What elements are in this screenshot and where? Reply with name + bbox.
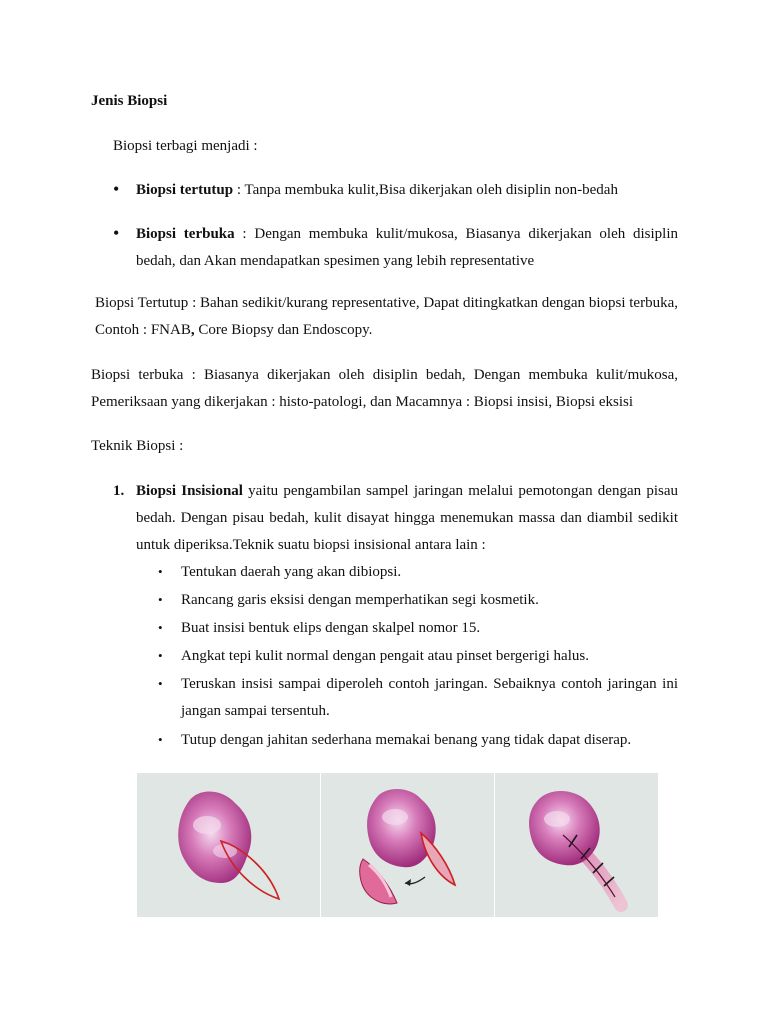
item-desc: yaitu pengambilan sampel jaringan melalui pemotongan dengan pisau bedah. Dengan pisau bedah, kulit disayat hingga menemukan massa dan diambil sedikit untuk diperiksa.Teknik suatu biopsi insisional antara lain :: [136, 483, 679, 553]
type-desc: : Tanpa membuka kulit,Bisa dikerjakan oleh disiplin non-bedah: [233, 182, 618, 198]
bullet-icon: •: [158, 592, 163, 607]
type-term: Biopsi tertutup: [136, 182, 234, 198]
bullet-icon: •: [158, 620, 163, 635]
bullet-icon: •: [158, 648, 163, 663]
figure-panel-ellipse-design: [137, 773, 320, 917]
para-comma: ,: [190, 322, 195, 338]
bullet-icon: •: [113, 179, 120, 199]
lesion-shape: [178, 791, 251, 883]
para-tail: Core Biopsy dan Endoscopy.: [194, 322, 373, 338]
bullet-icon: •: [158, 676, 163, 691]
para-text: Biopsi Tertutup : Bahan sedikit/kurang representative, Dapat ditingkatkan dengan biopsi terbuka, Contoh : FNAB: [95, 295, 678, 338]
bullet-icon: •: [113, 223, 120, 243]
figure-panel-suture: [495, 773, 658, 917]
section-title-teknik: Teknik Biopsi :: [91, 438, 184, 454]
type-term: Biopsi terbuka: [136, 226, 235, 242]
step-item: Teruskan insisi sampai diperoleh contoh jaringan. Sebaiknya contoh jaringan ini jangan sampai tersentuh.: [181, 676, 678, 719]
incision-wound: [421, 833, 455, 885]
lesion-shape: [367, 789, 436, 867]
list-number: 1.: [113, 483, 125, 499]
bullet-icon: •: [158, 732, 163, 747]
para-biopsi-terbuka: Biopsi terbuka : Biasanya dikerjakan oleh disiplin bedah, Dengan membuka kulit/mukosa, Pemeriksaan yang dikerjakan : histo-patologi, dan Macamnya : Biopsi insisi, Biopsi eksisi: [91, 367, 678, 410]
step-item: Angkat tepi kulit normal dengan pengait atau pinset bergerigi halus.: [181, 648, 589, 664]
tissue-specimen: [360, 859, 397, 904]
figure-panel-specimen-removal: [321, 773, 494, 917]
para-biopsi-tertutup: [95, 290, 678, 344]
page-heading: Jenis Biopsi: [91, 93, 168, 109]
bullet-icon: •: [158, 564, 163, 579]
step-item: Tutup dengan jahitan sederhana memakai benang yang tidak dapat diserap.: [181, 732, 632, 748]
item-term: Biopsi Insisional: [136, 483, 243, 499]
step-item: Buat insisi bentuk elips dengan skalpel nomor 15.: [181, 620, 481, 636]
lesion-shape: [529, 791, 600, 865]
numbered-item-insisional: [136, 478, 678, 559]
step-item: Rancang garis eksisi dengan memperhatikan segi kosmetik.: [181, 592, 539, 608]
intro-text: Biopsi terbagi menjadi :: [113, 138, 258, 154]
type-item-terbuka: [136, 221, 678, 275]
type-item-tertutup: [136, 177, 678, 204]
incisional-biopsy-figure: [137, 773, 658, 917]
type-desc: : Dengan membuka kulit/mukosa, Biasanya dikerjakan oleh disiplin bedah, dan Akan mendapatkan spesimen yang lebih representative: [136, 226, 679, 269]
step-item: Tentukan daerah yang akan dibiopsi.: [181, 564, 402, 580]
